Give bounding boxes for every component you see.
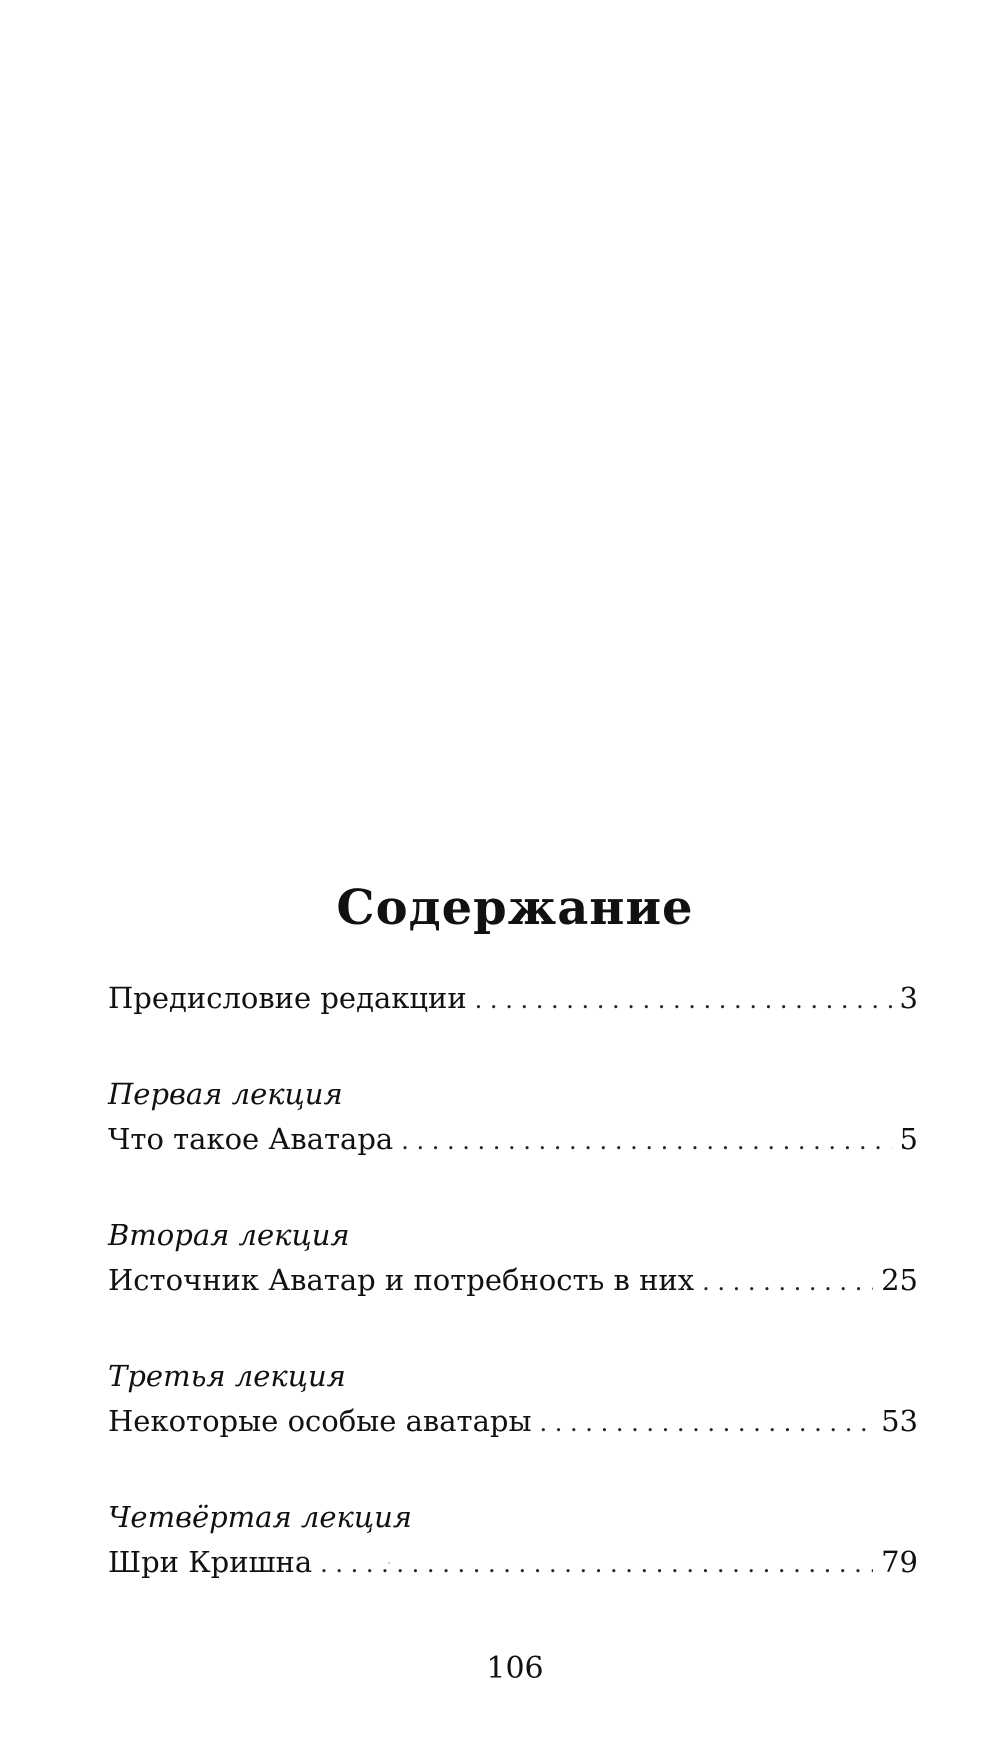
lecture-label: Третья лекция: [108, 1359, 346, 1393]
lecture-label: Четвёртая лекция: [108, 1500, 412, 1534]
toc-line: [108, 1119, 918, 1161]
toc-line: [108, 1401, 918, 1443]
dot-leader: [401, 1121, 891, 1161]
page-number: 106: [486, 1651, 544, 1686]
toc-page-number: 53: [881, 1404, 918, 1438]
toc-entry-title: Шри Кришна: [108, 1545, 313, 1579]
contents-title: Содержание: [336, 880, 694, 936]
toc-entry-lecture-2: [108, 1216, 918, 1302]
lecture-label: Вторая лекция: [108, 1218, 350, 1252]
toc-line: [108, 978, 918, 1020]
toc-entry-title: Источник Аватар и потребность в них: [108, 1263, 695, 1297]
toc-entry-lecture-3: [108, 1357, 918, 1443]
toc-entry-lecture-4: [108, 1498, 918, 1584]
toc-page-number: 25: [881, 1263, 918, 1297]
lecture-label: Первая лекция: [108, 1077, 343, 1111]
toc-line: [108, 1542, 918, 1584]
toc-line: [108, 1260, 918, 1302]
toc-entry-title: Предисловие редакции: [108, 981, 467, 1015]
dot-leader: [320, 1544, 873, 1584]
toc-page-number: 3: [899, 981, 918, 1015]
toc-entry-title: Что такое Аватара: [108, 1122, 394, 1156]
toc-entry-lecture-1: [108, 1075, 918, 1161]
toc-page-number: 79: [881, 1545, 918, 1579]
toc-entry-preface: [108, 978, 918, 1020]
print-speck: [388, 1562, 390, 1564]
dot-leader: [702, 1262, 873, 1302]
dot-leader: [475, 980, 892, 1020]
dot-leader: [540, 1403, 874, 1443]
toc-entry-title: Некоторые особые аватары: [108, 1404, 532, 1438]
toc-page-number: 5: [899, 1122, 918, 1156]
table-of-contents: [108, 978, 918, 1584]
